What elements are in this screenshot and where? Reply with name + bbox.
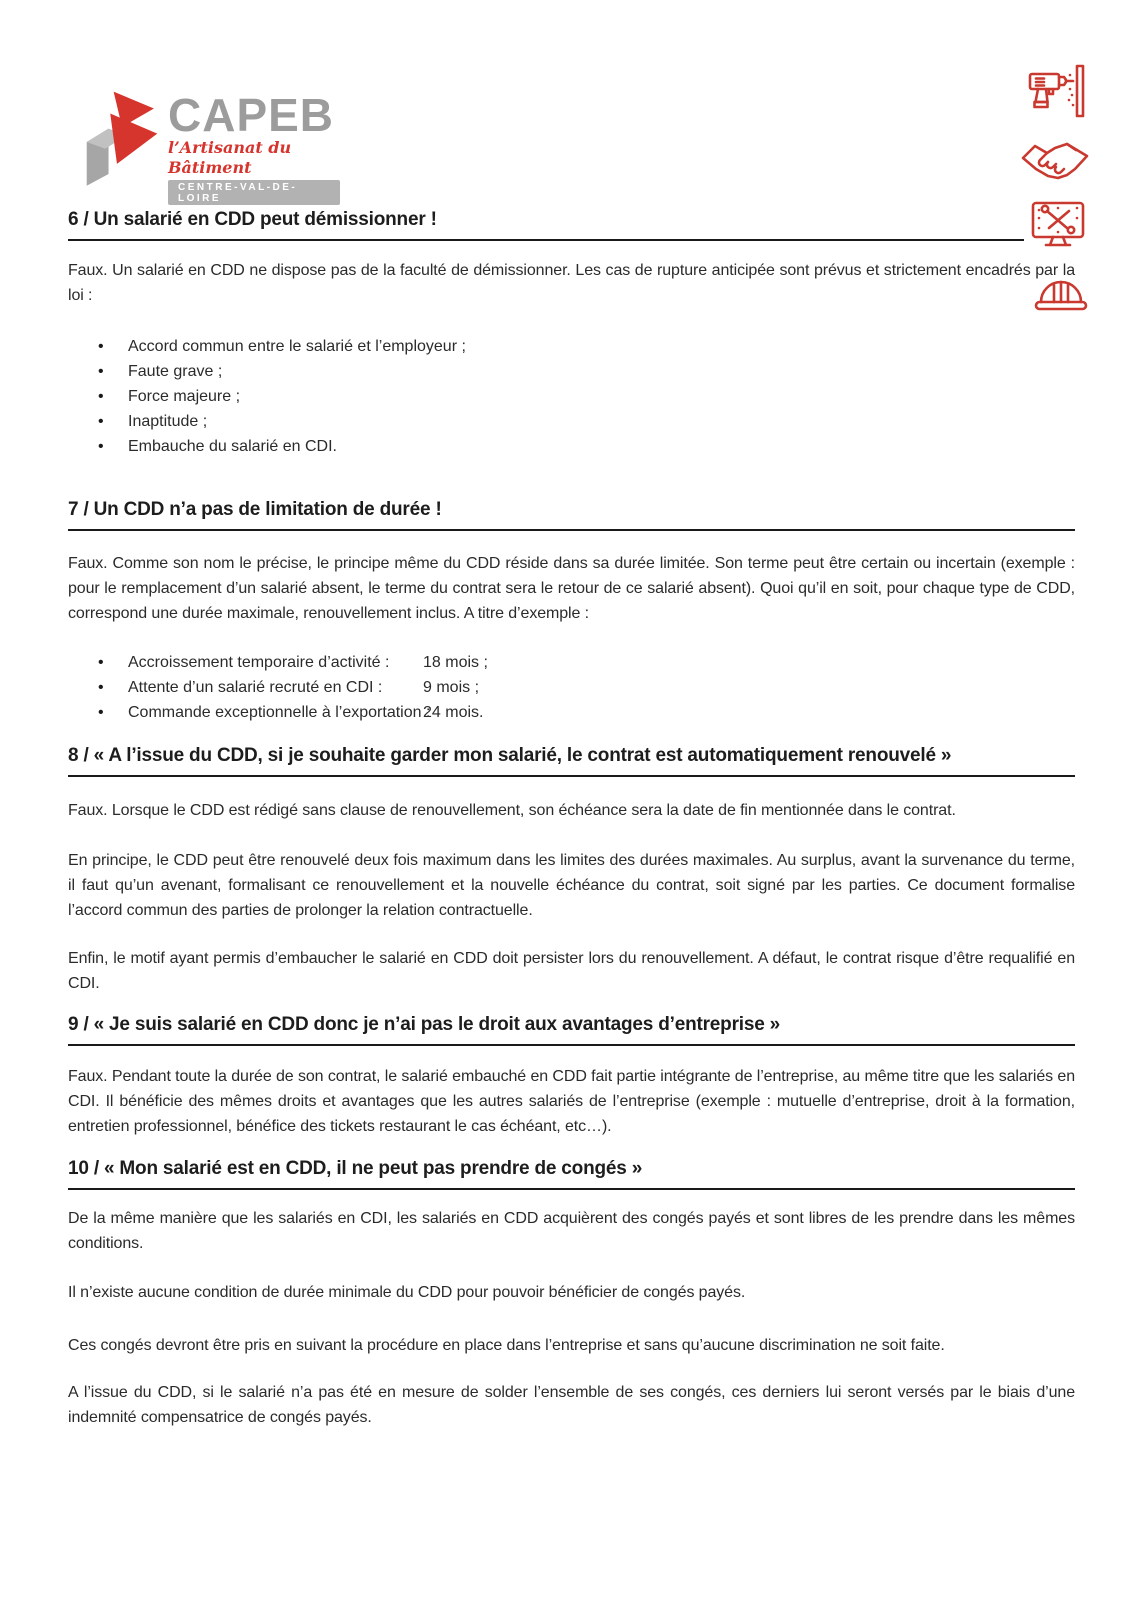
list-item-label: Attente d’un salarié recruté en CDI : (128, 679, 383, 696)
section-7-heading: 7 / Un CDD n’a pas de limitation de durée ! (68, 498, 1075, 531)
list-item (68, 434, 1075, 459)
list-item (68, 359, 1075, 384)
list-item-value: 24 mois. (423, 704, 484, 721)
section-7-paragraph: Faux. Comme son nom le précise, le principe même du CDD réside dans sa durée limitée. Son terme peut être certain ou incertain (exemple : pour le remplacement d’un salarié absent, le terme du contrat sera le retour de ce salarié absent). Quoi qu’il en soit, pour chaque type de CDD, correspond une durée maximale, renouvellement inclus. A titre d’exemple : (68, 555, 1075, 622)
document-body (68, 0, 1075, 1612)
section-8-heading: 8 / « A l’issue du CDD, si je souhaite garder mon salarié, le contrat est automatiquement renouvelé » (68, 744, 1075, 777)
section-9-paragraph: Faux. Pendant toute la durée de son contrat, le salarié embauché en CDD fait partie intégrante de l’entreprise, au même titre que les salariés en CDI. Il bénéficie des mêmes droits et avantages que les autres salariés de l’entreprise (exemple : mutuelle d’entreprise, droit à la formation, entretien professionnel, bénéfice des tickets restaurant le cas échéant, etc…). (68, 1068, 1075, 1135)
section-6-heading: 6 / Un salarié en CDD peut démissionner ! (68, 208, 1024, 241)
section-10-heading: 10 / « Mon salarié est en CDD, il ne peut pas prendre de congés » (68, 1157, 1075, 1190)
section-8-paragraph: Faux. Lorsque le CDD est rédigé sans clause de renouvellement, son échéance sera la date de fin mentionnée dans le contrat. (68, 802, 956, 819)
section-8-paragraph: En principe, le CDD peut être renouvelé deux fois maximum dans les limites des durées maximales. Au surplus, avant la survenance du terme, il faut qu’un avenant, formalisant ce renouvellement et la nouvelle échéance du contrat, soit signé par les parties. Ce document formalise l’accord commun des parties de prolonger la relation contractuelle. (68, 852, 1075, 919)
section-7-bullet-list (68, 650, 1075, 725)
list-item (68, 700, 1075, 725)
logo-region-banner: CENTRE-VAL-DE-LOIRE (168, 180, 340, 205)
section-10-paragraph: Il n’existe aucune condition de durée minimale du CDD pour pouvoir bénéficier de congés payés. (68, 1284, 746, 1301)
list-item-value: 18 mois ; (423, 654, 488, 671)
list-item (68, 675, 1075, 700)
list-item-value: 9 mois ; (423, 679, 480, 696)
list-item-text: Faute grave ; (128, 363, 223, 380)
list-item-text: Force majeure ; (128, 388, 241, 405)
logo-tagline: l’Artisanat du Bâtiment (168, 138, 292, 177)
section-9-heading: 9 / « Je suis salarié en CDD donc je n’ai pas le droit aux avantages d’entreprise » (68, 1013, 1075, 1046)
list-item-text: Inaptitude ; (128, 413, 208, 430)
logo-wordmark: CAPEB (168, 89, 335, 141)
list-item (68, 650, 1075, 675)
section-6-paragraph: Faux. Un salarié en CDD ne dispose pas de la faculté de démissionner. Les cas de rupture anticipée sont prévus et strictement encadrés par la loi : (68, 262, 1075, 304)
list-item (68, 384, 1075, 409)
list-item (68, 334, 1075, 359)
list-item-text: Embauche du salarié en CDI. (128, 438, 337, 455)
section-10-paragraph: De la même manière que les salariés en CDI, les salariés en CDD acquièrent des congés payés et sont libres de les prendre dans les mêmes conditions. (68, 1210, 1075, 1252)
section-10-paragraph: A l’issue du CDD, si le salarié n’a pas été en mesure de solder l’ensemble de ses congés, ces derniers lui seront versés par le biais d’une indemnité compensatrice de congés payés. (68, 1384, 1075, 1426)
list-item (68, 409, 1075, 434)
section-8-paragraph: Enfin, le motif ayant permis d’embaucher le salarié en CDD doit persister lors du renouvellement. A défaut, le contrat risque d’être requalifié en CDI. (68, 950, 1075, 992)
section-10-paragraph: Ces congés devront être pris en suivant la procédure en place dans l’entreprise et sans qu’aucune discrimination ne soit faite. (68, 1337, 945, 1354)
list-item-label: Commande exceptionnelle à l’exportation : (128, 704, 431, 721)
list-item-text: Accord commun entre le salarié et l’employeur ; (128, 338, 466, 355)
list-item-label: Accroissement temporaire d’activité : (128, 654, 390, 671)
section-6-bullet-list (68, 334, 1075, 459)
